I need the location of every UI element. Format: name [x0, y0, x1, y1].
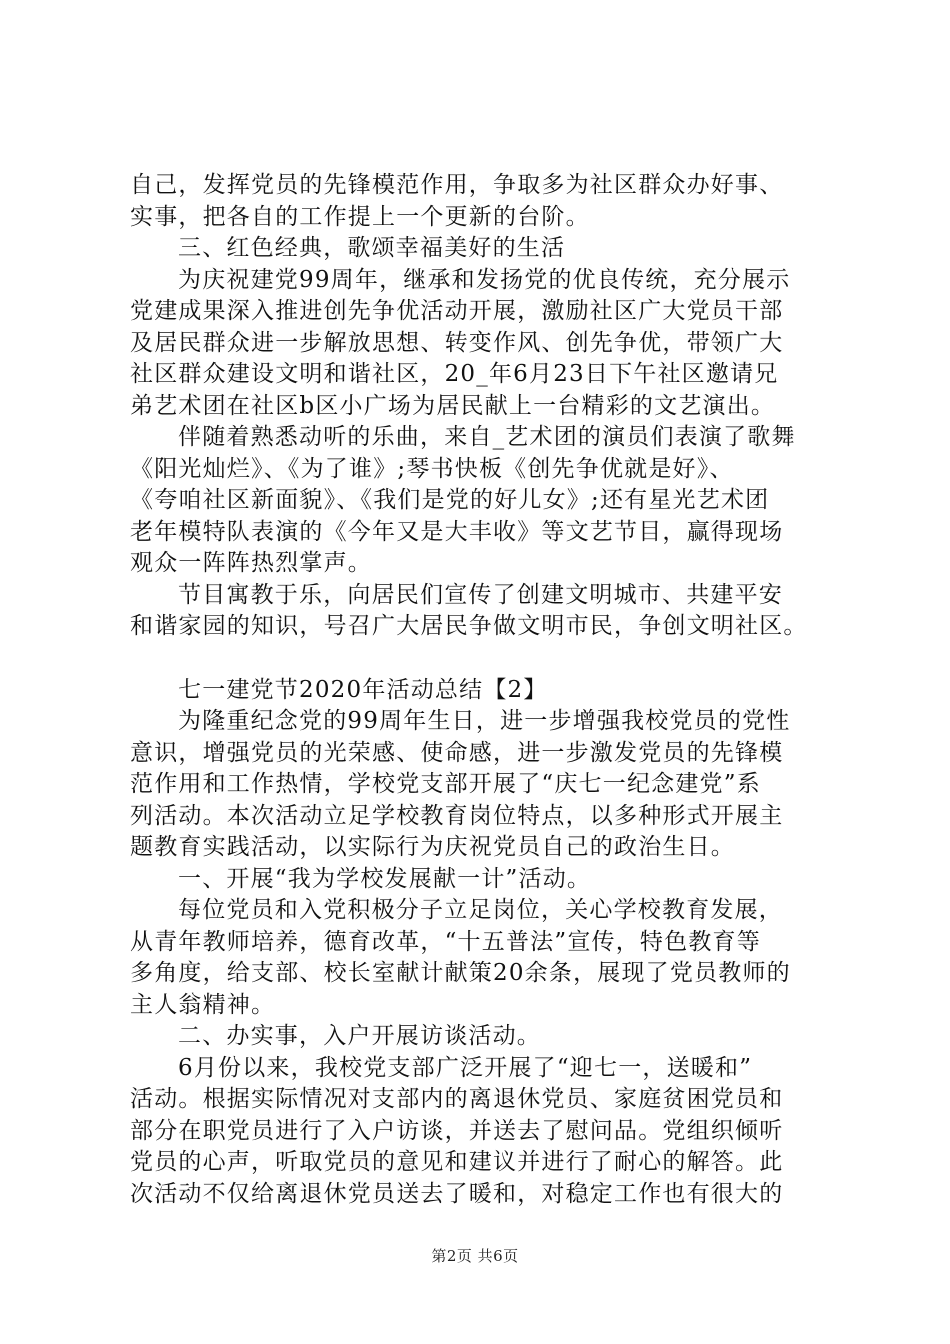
text-line: 6月份以来，我校党支部广泛开展了“迎七一，送暖和” [178, 1054, 753, 1081]
text-line: 活动。根据实际情况对支部内的离退休党员、家庭贫困党员和 [130, 1086, 784, 1112]
text-line: 次活动不仅给离退休党员送去了暖和，对稳定工作也有很大的 [130, 1180, 784, 1207]
section-heading: 二、办实事，入户开展访谈活动。 [178, 1023, 541, 1049]
article-title: 七一建党节2020年活动总结【2】 [178, 676, 548, 703]
text-line: 为庆祝建党99周年，继承和发扬党的优良传统，充分展示 [178, 266, 791, 293]
text-line: 弟艺术团在社区b区小广场为居民献上一台精彩的文艺演出。 [130, 392, 776, 419]
text-line: 主人翁精神。 [130, 991, 276, 1018]
text-line: 意识，增强党员的光荣感、使命感，进一步激发党员的先锋模 [130, 739, 784, 766]
text-line: 列活动。本次活动立足学校教育岗位特点，以多种形式开展主 [130, 802, 784, 829]
text-line: 党员的心声，听取党员的意见和建议并进行了耐心的解答。此 [130, 1149, 784, 1175]
text-line: 伴随着熟悉动听的乐曲，来自_艺术团的演员们表演了歌舞 [178, 424, 796, 450]
text-line: 老年模特队表演的《今年又是大丰收》等文艺节目，赢得现场 [130, 518, 784, 545]
text-line: 范作用和工作热情，学校党支部开展了“庆七一纪念建党”系 [130, 771, 761, 797]
page-footer: 第2页 共6页 [431, 1247, 519, 1265]
section-heading: 一、开展“我为学校发展献一计”活动。 [178, 865, 592, 892]
paragraph-gap [130, 643, 850, 675]
text-line: 及居民群众进一步解放思想、转变作风、创先争优，带领广大 [130, 329, 784, 356]
text-line: 从青年教师培养，德育改革，“十五普法”宣传，特色教育等 [130, 928, 761, 955]
text-line: 观众一阵阵热烈掌声。 [130, 550, 372, 576]
text-line: 为隆重纪念党的99周年生日，进一步增强我校党员的党性 [178, 708, 791, 734]
text-line: 和谐家园的知识，号召广大居民争做文明市民，争创文明社区。 [130, 613, 808, 639]
text-line: 实事，把各自的工作提上一个更新的台阶。 [130, 203, 590, 230]
text-line: 自己，发挥党员的先锋模范作用，争取多为社区群众办好事、 [130, 172, 784, 198]
text-line: 《夸咱社区新面貌》、《我们是党的好儿女》;还有星光艺术团 [130, 487, 770, 513]
document-body [130, 170, 850, 1210]
text-line: 社区群众建设文明和谐社区，20_年6月23日下午社区邀请兄 [130, 361, 779, 387]
section-heading: 三、红色经典，歌颂幸福美好的生活 [178, 235, 566, 261]
text-line: 党建成果深入推进创先争优活动开展，激励社区广大党员干部 [130, 298, 784, 324]
text-line: 节目寓教于乐，向居民们宣传了创建文明城市、共建平安 [178, 581, 783, 608]
text-line: 多角度，给支部、校长室献计献策20余条，展现了党员教师的 [130, 960, 791, 986]
text-line: 每位党员和入党积极分子立足岗位，关心学校教育发展， [178, 897, 783, 923]
text-line: 题教育实践活动，以实际行为庆祝党员自己的政治生日。 [130, 834, 735, 860]
text-line: 部分在职党员进行了入户访谈，并送去了慰问品。党组织倾听 [130, 1117, 784, 1144]
text-line: 《阳光灿烂》、《为了谁》;琴书快板《创先争优就是好》、 [130, 455, 734, 482]
